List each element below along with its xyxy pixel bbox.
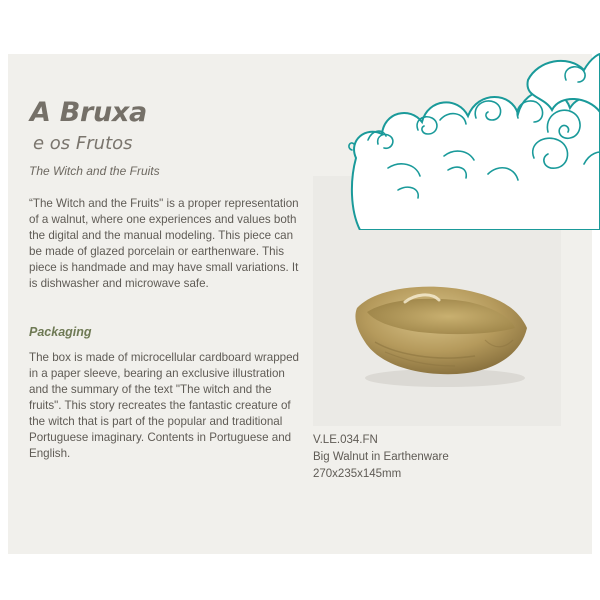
english-title: The Witch and the Fruits bbox=[29, 164, 160, 178]
product-dimensions: 270x235x145mm bbox=[313, 468, 402, 480]
product-name: Big Walnut in Earthenware bbox=[313, 451, 449, 463]
product-code: V.LE.034.FN bbox=[313, 434, 378, 446]
packaging-description: The box is made of microcellular cardboard wrapped in a paper sleeve, bearing an exclusive illustration and the summary of the text "The witch and the fruits". This story recreates the fantastic creature of the witch that is part of the popular and traditional Portuguese imaginary. Contents in Portuguese and English. bbox=[29, 351, 300, 460]
packaging-heading: Packaging bbox=[29, 325, 92, 339]
product-title: A Bruxa bbox=[30, 97, 147, 128]
product-description: “The Witch and the Fruits" is a proper representation of a walnut, where one experiences and values both the digital and the manual modeling. This piece can be made of glazed porcelain or earthenware. This piece is handmade and may have small variations. It is dishwasher and microwave safe. bbox=[29, 197, 299, 290]
walnut-bowl-image bbox=[345, 270, 535, 390]
cloud-illustration bbox=[348, 40, 600, 230]
product-subtitle: e os Frutos bbox=[33, 133, 133, 154]
